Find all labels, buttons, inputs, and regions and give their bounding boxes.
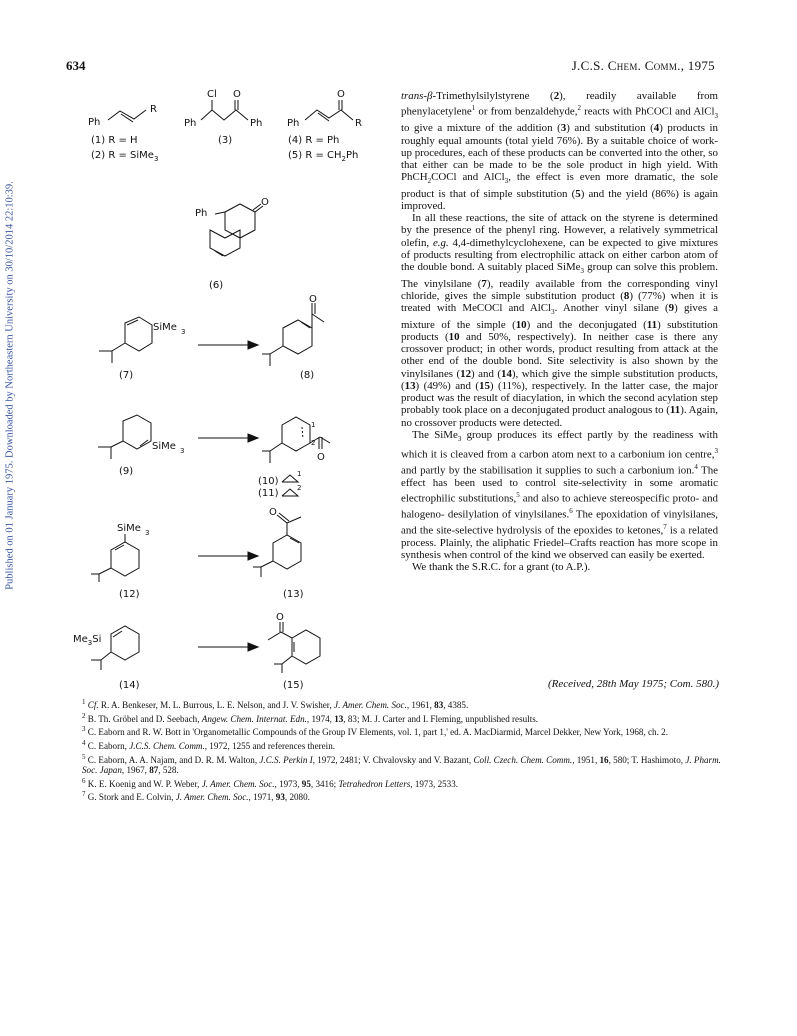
reaction-arrow-12-13 [198, 551, 260, 561]
compound-label-10: (10) [258, 476, 279, 487]
atom-sub3: 3 [145, 529, 150, 537]
atom-ph: Ph [184, 118, 197, 129]
compound-label-5-sub: 2 [341, 155, 346, 163]
compound-label-11: (11) [258, 488, 279, 499]
compound-label-15: (15) [283, 680, 304, 691]
compound-label-14: (14) [119, 680, 140, 691]
atom-two: 2 [311, 439, 316, 447]
compound-label-5-tail: Ph [346, 150, 359, 161]
atom-sub3: 3 [181, 328, 186, 336]
compound-label-13: (13) [283, 589, 304, 600]
atom-sub3: 3 [87, 639, 93, 647]
atom-sime3: SiMe [152, 441, 176, 452]
product-10-11-structure [268, 413, 338, 473]
reference-5: $^5$ C. Eaborn, A. A. Najam, and D. R. M. Walton, J.C.S. Perkin I, 1972, 2481; V. Chvalovsky and V. Bazant, Coll. Czech. Chem. Comm., 1951, 16, 580; T. Hashimoto, J. Pharm. Soc. Japan, 1967, 87, 528. [82, 752, 721, 776]
alkene-position-1-marker [282, 472, 302, 484]
download-watermark [0, 130, 22, 650]
vinylsilane-9-structure [95, 415, 185, 465]
atom-o: O [261, 197, 269, 208]
atom-o: O [337, 89, 345, 100]
tetralone-structure [195, 197, 275, 280]
compound-label-9: (9) [119, 466, 134, 477]
paragraph-3: The SiMe$_3$ group produces its effect partly by the readiness with which it is cleaved from a carbon atom next to a carbonium ion centre,$^3$ and partly by the stabilisation it supplies to such a carbonium ion.$^4$ The effect has been used to control site-selectivity in some aromatic electrophilic substitutions,$^5$ and also to achieve stereospecific proto- and halogeno- desilylation of vinylsilanes.$^6$ The epoxidation of vinylsilanes, and the site-selective hydrolysis of the epoxides to ketones,$^7$ is a related process. Plainly, the aliphatic Friedel–Crafts reaction has more scope in synthesis when control of the kind we observed can easily be exerted. [401, 428, 719, 562]
page-number: 634 [66, 58, 86, 73]
vinylsilane-14-structure [73, 622, 163, 672]
atom-one: 1 [297, 470, 302, 478]
atom-cl: Cl [207, 89, 217, 100]
running-head [572, 58, 715, 74]
article-body [401, 90, 718, 574]
atom-o: O [276, 612, 284, 623]
compound-label-6: (6) [209, 280, 224, 291]
atom-o: O [233, 89, 241, 100]
atom-me3si-text: Me [73, 634, 88, 645]
product-8-structure [268, 294, 338, 370]
reaction-arrow-9-10 [198, 433, 260, 443]
compound-label-12: (12) [119, 589, 140, 600]
compound-label-4: (4) R = Ph [288, 135, 340, 146]
references [82, 697, 722, 803]
atom-r: R [355, 118, 362, 129]
atom-one: 1 [311, 421, 316, 429]
download-watermark-text: Published on 01 January 1975. Downloaded by Northeastern University on 30/10/2014 22:10:39. [4, 181, 16, 590]
atom-me3si [73, 634, 101, 647]
atom-me3si-tail: Si [92, 634, 102, 645]
compound-label-1: (1) R = H [91, 135, 138, 146]
styrene-structure [88, 98, 168, 128]
journal-year: , 1975 [680, 58, 715, 73]
reference-4: $^4$ C. Eaborn, J.C.S. Chem. Comm., 1972, 1255 and references therein. [82, 738, 336, 751]
atom-r: R [150, 104, 157, 115]
atom-sime3: SiMe [153, 322, 177, 333]
vinylsilane-7-structure [97, 315, 186, 370]
atom-sime3: SiMe [117, 523, 141, 534]
reaction-arrow-14-15 [198, 642, 260, 652]
atom-o: O [309, 294, 317, 305]
reaction-arrow-7-8 [198, 340, 260, 350]
journal-prefix: J.C.S. [571, 58, 605, 73]
journal-name: Chem. Comm. [607, 58, 681, 73]
compound-label-5-text: (5) R = CH [288, 150, 342, 161]
reference-7: $^7$ G. Stork and E. Colvin, J. Amer. Chem. Soc., 1971, 93, 2080. [82, 790, 310, 803]
paragraph-1: trans-β-Trimethylsilylstyrene (2), readily available from phenylacetylene$^1$ or from benzaldehyde,$^2$ reacts with PhCOCl and AlCl$_3$ to give a mixture of the addition (3) and substitution (4) products in roughly equal amounts (total yield 76%). By a suitable choice of work-up procedures, each of these products can be converted into the other, so that either can be made to be the sole product in high yield. With PhCH$_2$COCl and AlCl$_3$, the effect is even more dramatic, the sole product is that of simple substitution (5) and the yield (86%) is again improved. [401, 90, 719, 212]
compound-label-8: (8) [300, 370, 315, 381]
atom-ph: Ph [287, 118, 300, 129]
reference-2: $^2$ B. Th. Gröbel and D. Seebach, Angew. Chem. Internat. Edn., 1974, 13, 83; M. J. Carter and I. Fleming, unpublished results. [82, 711, 539, 724]
compound-label-2-sub: 3 [153, 155, 159, 163]
paragraph-acknowledgement: We thank the S.R.C. for a grant (to A.P.). [412, 561, 591, 574]
atom-two: 2 [297, 484, 302, 492]
compound-label-2-text: (2) R = SiMe [91, 150, 154, 161]
reference-3: $^3$ C. Eaborn and R. W. Bott in 'Organometallic Compounds of the Group IV Elements, vol. 1, part 1,' ed. A. MacDiarmid, Marcel Dekker, New York, 1968, ch. 2. [82, 725, 668, 738]
product-15-structure [262, 610, 342, 675]
reference-1: $^1$ Cf. R. A. Benkeser, M. L. Burrous, L. E. Nelson, and J. V. Swisher, J. Amer. Chem. Soc., 1961, 83, 4385. [82, 698, 469, 711]
compound-label-7: (7) [119, 370, 134, 381]
reference-6: $^6$ K. E. Koenig and W. P. Weber, J. Amer. Chem. Soc., 1973, 95, 3416; Tetrahedron Letters, 1973, 2533. [82, 776, 459, 789]
compound-label-5 [288, 150, 358, 163]
vinylsilane-12-structure [97, 520, 177, 582]
paragraph-2: In all these reactions, the site of attack on the styrene is determined by the presence of the phenyl ring. However, a relatively symmetrical olefin, e.g. 4,4-dimethylcyclohexene, can be expected to give mixtures of products resulting from electrophilic attack on either carbon atom of the double bond. A suitably placed SiMe$_3$ group can solve this problem. The vinylsilane (7), readily available from the corresponding vinyl chloride, gives the simple substitution product (8) (77%) when it is treated with MeCOCl and AlCl$_3$. Another vinyl silane (9) gives a mixture of the simple (10) and the deconjugated (11) substitution products (10 and 50%, respectively). In neither case is there any crossover product; in other words, product resulting from attack at the other end of the double bond. Site selectivity is also shown by the vinylsilanes (12) and (14), which give the simple substitution products, (13) (49%) and (15) (11%), respectively. In the latter case, the major product was the result of diacylation, in which the second acylation step probably took place on a deconjugated product analogous to (11). Again, no crossover products were detected. [401, 212, 719, 429]
atom-ph: Ph [250, 118, 263, 129]
atom-ph: Ph [88, 117, 101, 128]
atom-o: O [269, 507, 277, 518]
atom-ph: Ph [195, 208, 208, 219]
addition-product-structure [184, 88, 274, 133]
substitution-product-structure [287, 88, 377, 133]
compound-label-3: (3) [218, 135, 233, 146]
atom-sub3: 3 [180, 447, 185, 455]
atom-o: O [317, 452, 325, 463]
alkene-position-2-marker [282, 486, 302, 498]
compound-label-2 [91, 150, 158, 163]
product-13-structure [265, 505, 335, 585]
received-date: (Received, 28th May 1975; Com. 580.) [547, 678, 719, 690]
